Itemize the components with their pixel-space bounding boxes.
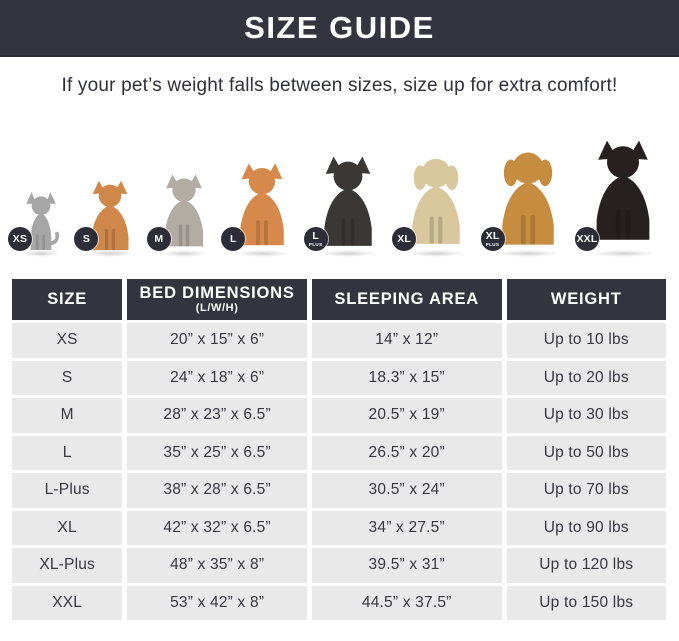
column-header-sleeping-area bbox=[312, 279, 502, 320]
pet-xs-cat bbox=[12, 189, 66, 253]
cell-dimensions: 24” x 18” x 6” bbox=[127, 361, 307, 396]
cell-area: 14” x 12” bbox=[312, 323, 502, 358]
cell-weight: Up to 10 lbs bbox=[507, 323, 667, 358]
cell-area: 30.5” x 24” bbox=[312, 473, 502, 508]
cell-area: 26.5” x 20” bbox=[312, 436, 502, 471]
cell-dimensions: 38” x 28” x 6.5” bbox=[127, 473, 307, 508]
cell-size: XS bbox=[12, 323, 122, 358]
size-badge-xxl bbox=[575, 227, 599, 251]
cell-size: XXL bbox=[12, 586, 122, 621]
column-header-label: WEIGHT bbox=[550, 289, 622, 308]
cell-dimensions: 20” x 15” x 6” bbox=[127, 323, 307, 358]
pet-l-plus-border-collie bbox=[308, 151, 384, 253]
cell-size: S bbox=[12, 361, 122, 396]
cell-weight: Up to 90 lbs bbox=[507, 511, 667, 546]
column-header-bed-dimensions bbox=[127, 279, 307, 320]
cell-dimensions: 48” x 35” x 8” bbox=[127, 548, 307, 583]
column-header-label: SIZE bbox=[47, 289, 88, 308]
badge-label: S bbox=[82, 232, 91, 245]
pet-m-french-bulldog bbox=[155, 169, 213, 253]
column-header-size bbox=[12, 279, 122, 320]
cell-dimensions: 53” x 42” x 8” bbox=[127, 586, 307, 621]
cell-size: XL bbox=[12, 511, 122, 546]
cell-area: 20.5” x 19” bbox=[312, 398, 502, 433]
cell-area: 44.5” x 37.5” bbox=[312, 586, 502, 621]
cell-weight: Up to 20 lbs bbox=[507, 361, 667, 396]
pet-xl-labrador bbox=[397, 147, 472, 253]
subtitle: If your pet’s weight falls between sizes, size up for extra comfort! bbox=[61, 75, 618, 96]
pets-row bbox=[0, 101, 679, 253]
badge-sublabel: PLUS bbox=[308, 241, 323, 247]
cell-weight: Up to 50 lbs bbox=[507, 436, 667, 471]
badge-sublabel: PLUS bbox=[485, 241, 500, 247]
cell-size: M bbox=[12, 398, 122, 433]
pet-s-pomeranian bbox=[82, 179, 138, 253]
badge-label: M bbox=[154, 232, 164, 245]
cell-area: 34” x 27.5” bbox=[312, 511, 502, 546]
cell-area: 39.5” x 31” bbox=[312, 548, 502, 583]
size-table bbox=[12, 279, 666, 620]
pet-xxl-doberman bbox=[576, 129, 663, 253]
size-badge-xl-plus bbox=[481, 227, 505, 251]
pet-l-shiba-inu bbox=[229, 157, 295, 253]
badge-label: XS bbox=[12, 232, 28, 245]
size-badge-xs bbox=[8, 227, 32, 251]
cell-dimensions: 28” x 23” x 6.5” bbox=[127, 398, 307, 433]
cell-area: 18.3” x 15” bbox=[312, 361, 502, 396]
header-bar bbox=[0, 0, 679, 57]
page-title: SIZE GUIDE bbox=[244, 9, 435, 45]
cell-size: L-Plus bbox=[12, 473, 122, 508]
badge-label: L bbox=[229, 232, 237, 245]
badge-label: XXL bbox=[576, 232, 598, 245]
cell-weight: Up to 30 lbs bbox=[507, 398, 667, 433]
column-header-label: BED DIMENSIONS bbox=[139, 283, 295, 302]
cell-dimensions: 42” x 32” x 6.5” bbox=[127, 511, 307, 546]
column-header-sublabel: (L/W/H) bbox=[195, 301, 239, 314]
column-header-label: SLEEPING AREA bbox=[334, 289, 479, 308]
cell-size: XL-Plus bbox=[12, 548, 122, 583]
cell-dimensions: 35” x 25” x 6.5” bbox=[127, 436, 307, 471]
badge-label: XL bbox=[485, 230, 500, 242]
cell-weight: Up to 150 lbs bbox=[507, 586, 667, 621]
cell-weight: Up to 120 lbs bbox=[507, 548, 667, 583]
column-header-weight bbox=[507, 279, 667, 320]
size-badge-xl bbox=[392, 227, 416, 251]
cell-weight: Up to 70 lbs bbox=[507, 473, 667, 508]
size-badge-l-plus bbox=[304, 227, 328, 251]
badge-label: L bbox=[312, 230, 319, 242]
cell-size: L bbox=[12, 436, 122, 471]
size-badge-m bbox=[147, 227, 171, 251]
badge-label: XL bbox=[397, 232, 412, 245]
pet-xl-plus-golden-retriever bbox=[485, 141, 567, 253]
